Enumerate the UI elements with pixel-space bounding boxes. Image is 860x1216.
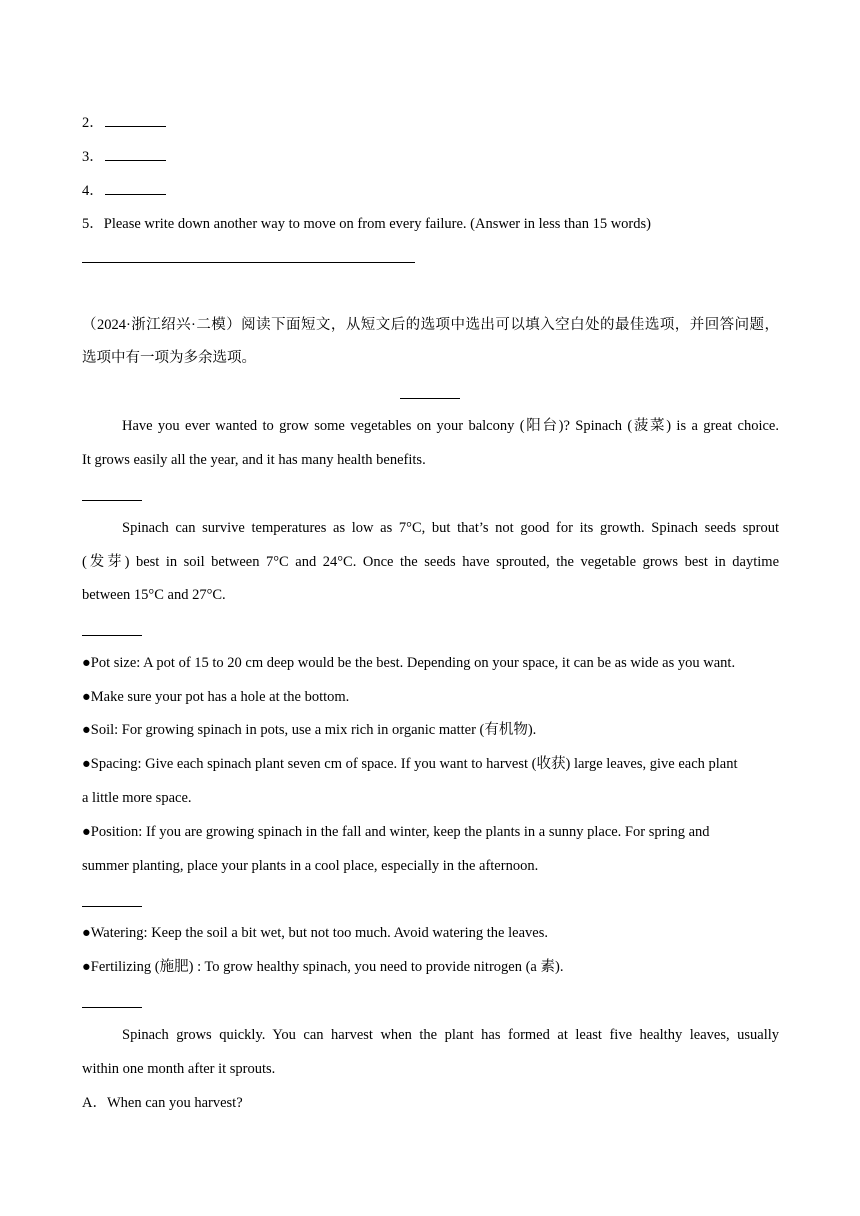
title-blank[interactable] bbox=[400, 398, 460, 399]
heading-blank-1[interactable] bbox=[82, 500, 142, 501]
option-a: A．When can you harvest? bbox=[82, 1095, 243, 1111]
question-5-answer-line[interactable] bbox=[82, 262, 415, 263]
paragraph-2-line-3: between 15°C and 27°C. bbox=[82, 587, 226, 603]
question-number: 4． bbox=[82, 183, 104, 199]
heading-blank-2[interactable] bbox=[82, 635, 142, 636]
answer-blank[interactable] bbox=[105, 182, 166, 195]
bullet-position-line-1: ●Position: If you are growing spinach in the fall and winter, keep the plants in a sunny place. For spring and bbox=[82, 824, 710, 840]
paragraph-2-line-1: Spinach can survive temperatures as low as 7°C, but that’s not good for its growth. Spinach seeds sprout bbox=[122, 520, 779, 536]
bullet-pot-hole: ●Make sure your pot has a hole at the bottom. bbox=[82, 689, 350, 705]
paragraph-1-line-2: It grows easily all the year, and it has many health benefits. bbox=[82, 452, 426, 468]
paragraph-3-line-1: Spinach grows quickly. You can harvest when the plant has formed at least five healthy leaves, usually bbox=[122, 1027, 779, 1043]
answer-blank[interactable] bbox=[105, 148, 166, 161]
paragraph-2-line-2: (发芽) best in soil between 7°C and 24°C. Once the seeds have sprouted, the vegetable grows best in daytime bbox=[82, 554, 779, 570]
question-3 bbox=[82, 147, 166, 167]
question-2 bbox=[82, 113, 166, 133]
bullet-position-line-2: summer planting, place your plants in a cool place, especially in the afternoon. bbox=[82, 858, 539, 874]
instructions-line-1: （2024·浙江绍兴·二模）阅读下面短文，从短文后的选项中选出可以填入空白处的最佳选项，并回答问题， bbox=[82, 317, 779, 333]
question-number: 3． bbox=[82, 149, 104, 165]
bullet-pot-size: ●Pot size: A pot of 15 to 20 cm deep would be the best. Depending on your space, it can be as wide as you want. bbox=[82, 655, 736, 671]
question-4 bbox=[82, 181, 166, 201]
answer-blank[interactable] bbox=[105, 114, 166, 127]
question-5: 5．Please write down another way to move on from every failure. (Answer in less than 15 words) bbox=[82, 216, 651, 232]
bullet-spacing-line-1: ●Spacing: Give each spinach plant seven cm of space. If you want to harvest (收获) large leaves, give each plant bbox=[82, 756, 738, 772]
paragraph-1-line-1: Have you ever wanted to grow some vegetables on your balcony (阳台)? Spinach (菠菜) is a great choice. bbox=[122, 418, 779, 434]
bullet-spacing-line-2: a little more space. bbox=[82, 790, 192, 806]
heading-blank-3[interactable] bbox=[82, 906, 142, 907]
paragraph-3-line-2: within one month after it sprouts. bbox=[82, 1061, 276, 1077]
bullet-watering: ●Watering: Keep the soil a bit wet, but not too much. Avoid watering the leaves. bbox=[82, 925, 548, 941]
instructions-line-2: 选项中有一项为多余选项。 bbox=[82, 350, 256, 366]
question-number: 2． bbox=[82, 115, 104, 131]
bullet-fertilizing: ●Fertilizing (施肥) : To grow healthy spinach, you need to provide nitrogen (a 素). bbox=[82, 959, 564, 975]
bullet-soil: ●Soil: For growing spinach in pots, use a mix rich in organic matter (有机物). bbox=[82, 722, 537, 738]
heading-blank-4[interactable] bbox=[82, 1007, 142, 1008]
